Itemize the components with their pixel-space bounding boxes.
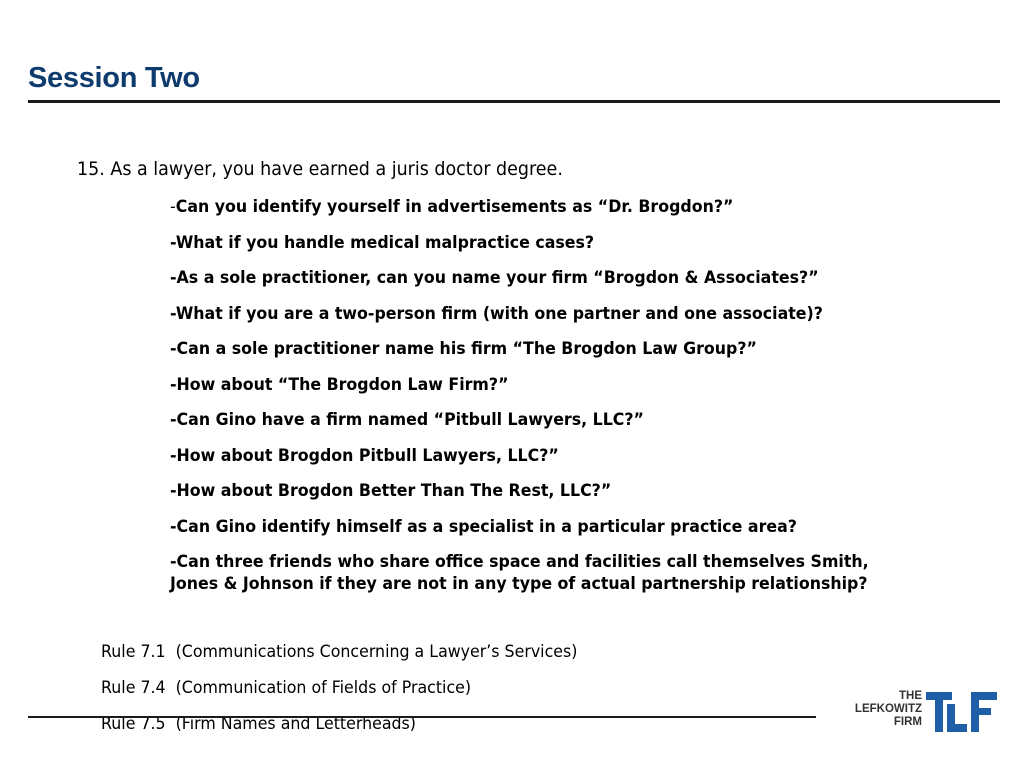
rule-references xyxy=(101,641,613,749)
rule-reference: Rule 7.4 (Communication of Fields of Practice) xyxy=(101,678,472,698)
bullet-item xyxy=(170,551,930,595)
bullet-dash: - xyxy=(170,197,176,217)
bullet-item xyxy=(170,338,930,360)
bullet-list xyxy=(170,196,930,609)
bullet-item xyxy=(170,445,930,467)
rule-reference: Rule 7.5 (Firm Names and Letterheads) xyxy=(101,714,416,734)
tlf-monogram-icon xyxy=(926,692,1000,734)
bullet-item xyxy=(170,267,930,289)
bullet-item xyxy=(170,480,930,502)
bullet-text: -Can a sole practitioner name his firm “The Brogdon Law Group?” xyxy=(170,339,757,359)
logo-wordmark xyxy=(838,690,922,729)
bullet-text: -How about Brogdon Pitbull Lawyers, LLC?” xyxy=(170,445,559,466)
bullet-item xyxy=(170,374,930,396)
bullet-text: -How about “The Brogdon Law Firm?” xyxy=(170,374,509,395)
question-text: 15. As a lawyer, you have earned a juris doctor degree. xyxy=(77,158,563,180)
bullet-text: -What if you are a two-person firm (with one partner and one associate)? xyxy=(170,303,823,324)
bullet-item xyxy=(170,516,930,538)
bullet-text: -Can three friends who share office space and facilities call themselves Smith, Jones & Johnson if they are not in any type of actual partnership relationship? xyxy=(170,552,869,594)
footer-divider xyxy=(28,716,816,718)
bullet-item xyxy=(170,409,930,431)
logo-line: THE xyxy=(899,690,922,702)
bullet-item xyxy=(170,196,930,218)
rule-reference: Rule 7.1 (Communications Concerning a Lawyer’s Services) xyxy=(101,642,578,662)
bullet-text: -Can Gino identify himself as a specialist in a particular practice area? xyxy=(170,516,797,537)
logo-line: FIRM xyxy=(893,716,922,728)
bullet-text: -Can Gino have a firm named “Pitbull Lawyers, LLC?” xyxy=(170,410,644,430)
bullet-item xyxy=(170,232,930,254)
bullet-item xyxy=(170,303,930,325)
bullet-text: -What if you handle medical malpractice cases? xyxy=(170,232,595,253)
firm-logo xyxy=(838,690,1002,736)
bullet-text: -How about Brogdon Better Than The Rest, LLC?” xyxy=(170,481,612,501)
slide-title: Session Two xyxy=(28,62,200,94)
title-divider xyxy=(28,100,1000,103)
bullet-text: Can you identify yourself in advertisements as “Dr. Brogdon?” xyxy=(175,197,734,217)
bullet-text: -As a sole practitioner, can you name your firm “Brogdon & Associates?” xyxy=(170,268,819,288)
logo-line: LEFKOWITZ xyxy=(854,703,922,715)
